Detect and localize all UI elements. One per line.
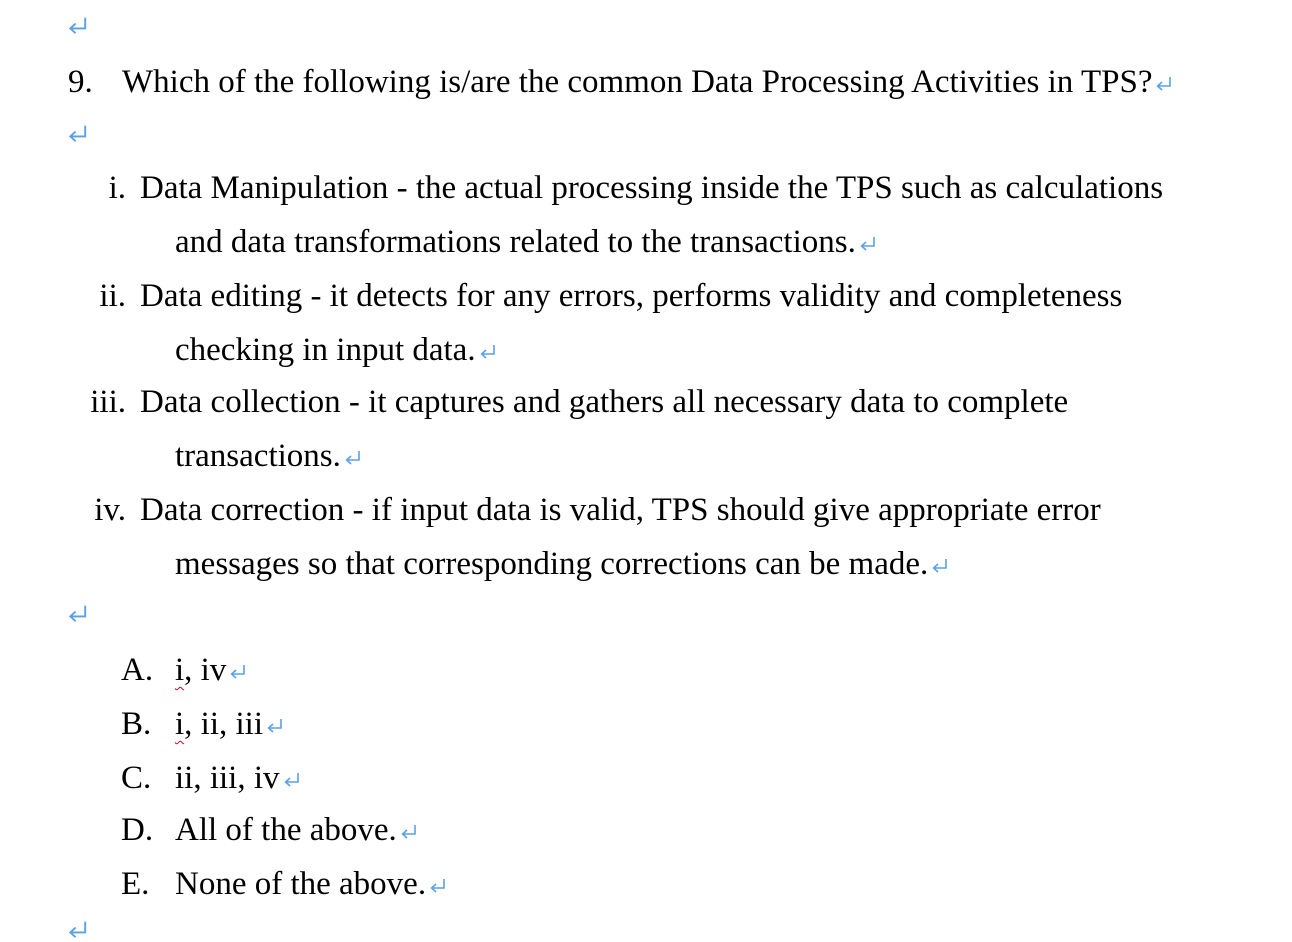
statement-continuation (175, 222, 878, 262)
statement-line: Data collection - it captures and gathers all necessary data to complete (140, 384, 1069, 420)
option-letter: B. (121, 706, 152, 742)
return-arrow-icon (343, 448, 363, 468)
option-text-misspelled: i (175, 652, 185, 688)
return-arrow-icon (930, 556, 950, 576)
statement-item (74, 168, 1163, 208)
statement-line: Data correction - if input data is valid, TPS should give appropriate error (140, 492, 1101, 528)
option-letter: E. (121, 866, 150, 902)
statement-line: and data transformations related to the transactions. (175, 224, 856, 260)
return-arrow-icon (228, 662, 248, 682)
statement-item (74, 490, 1101, 530)
option-letter: A. (121, 652, 154, 688)
return-arrow-icon (66, 14, 90, 38)
return-arrow-icon (265, 716, 285, 736)
option-e (121, 864, 448, 904)
option-text-misspelled: i (175, 706, 185, 742)
statement-number: ii. (99, 278, 126, 314)
option-a (121, 650, 248, 690)
return-arrow-icon (1154, 74, 1174, 94)
return-arrow-icon (428, 876, 448, 896)
statement-number: iv. (94, 492, 126, 528)
option-b (121, 704, 285, 744)
statement-line: Data editing - it detects for any errors, performs validity and completeness (140, 278, 1123, 314)
option-c (121, 758, 302, 798)
option-d (121, 810, 419, 850)
question-text: Which of the following is/are the common Data Processing Activities in TPS? (122, 64, 1153, 100)
return-arrow-icon (399, 822, 419, 842)
statement-line: transactions. (175, 438, 341, 474)
option-letter: C. (121, 760, 152, 796)
option-text: , ii, iii (184, 706, 264, 742)
return-arrow-icon (858, 234, 878, 254)
return-arrow-icon (282, 770, 302, 790)
statement-line: Data Manipulation - the actual processing inside the TPS such as calculations (140, 170, 1164, 206)
statement-continuation (175, 330, 498, 370)
question (68, 62, 1174, 102)
option-text: None of the above. (175, 866, 427, 902)
return-arrow-icon (478, 342, 498, 362)
statement-item (74, 276, 1122, 316)
return-arrow-icon (66, 918, 90, 942)
question-number: 9. (68, 64, 93, 100)
option-text: , iv (184, 652, 227, 688)
statement-line: checking in input data. (175, 332, 476, 368)
option-letter: D. (121, 812, 154, 848)
return-arrow-icon (66, 602, 90, 626)
statement-continuation (175, 544, 950, 584)
option-text: ii, iii, iv (175, 760, 280, 796)
statement-line: messages so that corresponding corrections can be made. (175, 546, 929, 582)
statement-continuation (175, 436, 363, 476)
statement-number: iii. (90, 384, 126, 420)
statement-number: i. (108, 170, 126, 206)
return-arrow-icon (66, 122, 90, 146)
statement-item (74, 382, 1068, 422)
option-text: All of the above. (175, 812, 397, 848)
